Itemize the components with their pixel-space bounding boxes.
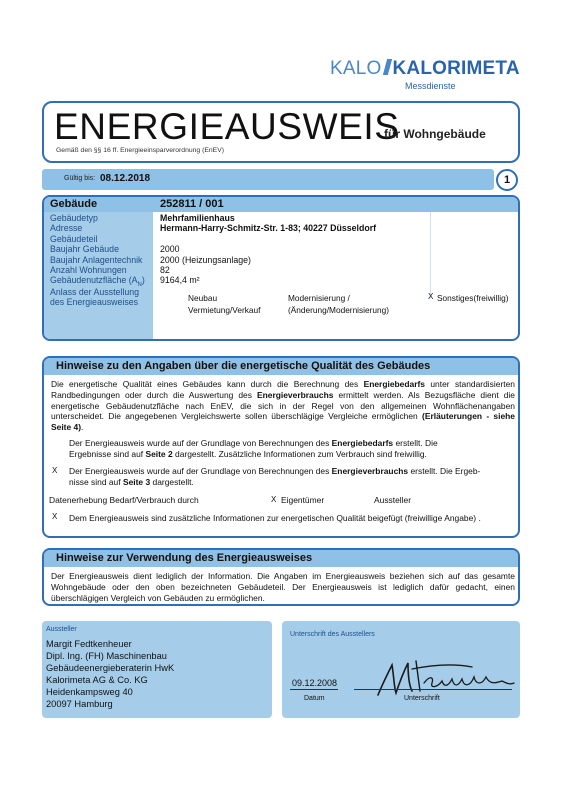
occasion-modernisierung: Modernisierung / [288,293,350,303]
usage-notes-section [42,548,520,606]
logo-divider-mark [382,59,391,75]
row-value: 2000 [160,244,180,255]
signature-caption: Unterschrift [404,695,440,702]
kalorimeta-logo [330,58,520,104]
option-bold: Energiebedarfs [331,438,394,448]
area-label-close: ) [141,275,145,286]
document-title: ENERGIEAUSWEIS [54,106,400,147]
row-label: Baujahr Gebäude [50,244,119,255]
issuer-line: Gebäudeenergieberaterin HwK [46,663,175,673]
building-section [42,195,520,341]
additional-info-text: Dem Energieausweis sind zusätzliche Informationen zur energetischen Qualität beigefügt (freiwillige Angabe) . [69,513,481,523]
occasion-modernisierung-sub: (Änderung/Modernisierung) [288,305,390,315]
date-line [290,689,338,690]
row-value: Hermann-Harry-Schmitz-Str. 1-83; 40227 Düsseldorf [160,223,377,234]
occasion-vermietung: Vermietung/Verkauf [188,305,261,315]
option-text: Ergebnisse sind auf [69,449,146,459]
option-text: Der Energieausweis wurde auf der Grundlage von Berechnungen des [69,438,332,448]
intro-bold: Energiebedarfs [363,379,425,389]
row-value: 9164,4 m² [160,275,200,286]
signature-label: Unterschrift des Ausstellers [290,631,375,638]
intro-text: unter standardisierten Randbedingungen oder durch die Auswertung des [51,379,515,400]
logo-kalo: KALO [330,58,382,79]
building-title: Gebäude [50,198,98,210]
intro-text: ermittelt werden. Als Bezugsfläche dient die energetische Gebäudenutzfläche nach EnEV, die sich in der Regel von den allgemeinen Wohnflächenangaben unterscheidet. Die angegebenen Vergleichswerte sollen überschlägige Vergleiche ermöglichen [51,389,515,422]
building-row [44,234,518,244]
issuer-box [42,621,272,718]
building-row [44,255,518,265]
occasion-neubau: Neubau [188,293,218,303]
row-value: Mehrfamilienhaus [160,213,235,223]
energy-quality-intro [51,379,515,433]
row-label: Baujahr Anlagentechnik [50,254,143,265]
occasion-sonstiges-check: X [428,292,434,301]
legal-note: Gemäß den §§ 16 ff. Energieeinsparverordnung (EnEV) [56,147,225,154]
occasion-sonstiges: Sonstiges(freiwillig) [437,293,509,303]
area-subscript: N [137,282,142,289]
data-collection-owner: Eigentümer [281,495,325,505]
option-text: nisse sind auf [69,477,123,487]
option-text: dargestellt. Zusätzliche Informationen zum Verbrauch sind freiwillig. [172,449,427,459]
validity-label: Gültig bis: [64,175,96,182]
energy-quality-notes-header [44,358,518,375]
usage-notes-header [44,550,518,567]
option-text: erstellt. Die Ergeb- [408,466,481,476]
option-bold: Energieverbrauchs [331,466,409,476]
data-collection-owner-check: X [271,495,277,504]
option-bold: Seite 2 [145,449,173,459]
row-label: Anzahl Wohnungen [50,265,127,275]
building-row [44,275,518,289]
signature-date: 09.12.2008 [292,678,338,688]
option-verbrauch-line2 [69,477,515,488]
energy-quality-notes-title: Hinweise zu den Angaben über die energetische Qualität des Gebäudes [56,360,431,372]
row-value: 2000 (Heizungsanlage) [160,254,251,265]
occasion-label-2: des Energieausweises [50,297,139,307]
area-label-text: Gebäudenutzfläche (A [50,275,138,286]
signature-line [354,689,512,690]
page-number-badge: 1 [496,169,518,191]
validity-bar [42,169,494,190]
additional-info-check: X [52,512,58,521]
date-caption: Datum [304,695,325,702]
title-box [42,101,520,163]
building-id: 252811 / 001 [160,198,224,210]
data-collection-issuer: Aussteller [374,495,412,505]
building-header [44,197,518,212]
issuer-line: Dipl. Ing. (FH) Maschinenbau [46,651,167,661]
energy-quality-notes-section [42,356,520,538]
option-text: erstellt. Die [393,438,438,448]
intro-bold: Energieverbrauchs [256,389,334,400]
data-collection-label: Datenerhebung Bedarf/Verbrauch durch [49,495,199,505]
row-label: Adresse [50,223,83,234]
issuer-line: Kalorimeta AG & Co. KG [46,675,148,685]
issuer-line: Margit Fedtkenheuer [46,639,132,649]
usage-notes-title: Hinweise zur Verwendung des Energieausweises [56,552,313,564]
issuer-line: 20097 Hamburg [46,699,113,709]
building-row [44,213,518,223]
building-row [44,265,518,275]
row-label: Gebäudetyp [50,213,98,223]
option-text: Der Energieausweis wurde auf der Grundlage von Berechnungen des [69,466,332,476]
handwritten-signature [372,647,517,699]
option-text: dargestellt. [150,477,194,487]
option-verbrauch [69,466,515,477]
option-bedarf-line2 [69,449,515,460]
row-label: Gebäudeteil [50,233,98,244]
issuer-label: Aussteller [46,626,77,633]
intro-text: . [81,422,84,433]
option-bedarf [69,438,515,449]
intro-bold: (Erläuterungen - siehe Seite 4) [51,411,515,433]
signature-box [282,621,520,718]
logo-subtitle: Messdienste [405,81,456,91]
option-verbrauch-check: X [52,466,58,475]
logo-wordmark [330,58,520,80]
building-row [44,244,518,254]
logo-brand: KALORIMETA [392,58,520,79]
usage-notes-text: Der Energieausweis dient lediglich der Information. Die Angaben im Energieausweis beziehen sich auf das gesamte Wohngebäude oder den oben bezeichneten Gebäudeteil. Der Energieausweis ist lediglich dafür gedacht, einen überschlägigen Vergleich von Gebäuden zu ermöglichen. [51,571,515,603]
building-row [44,223,518,233]
occasion-label-1: Anlass der Ausstellung [50,287,139,297]
option-bold: Seite 3 [122,477,151,487]
validity-date: 08.12.2018 [100,173,151,184]
issuer-line: Heidenkampsweg 40 [46,687,133,697]
document-subtitle: für Wohngebäude [384,127,486,141]
row-value: 82 [160,265,170,275]
intro-text: Die energetische Qualität eines Gebäudes kann durch die Berechnung des [51,379,364,389]
